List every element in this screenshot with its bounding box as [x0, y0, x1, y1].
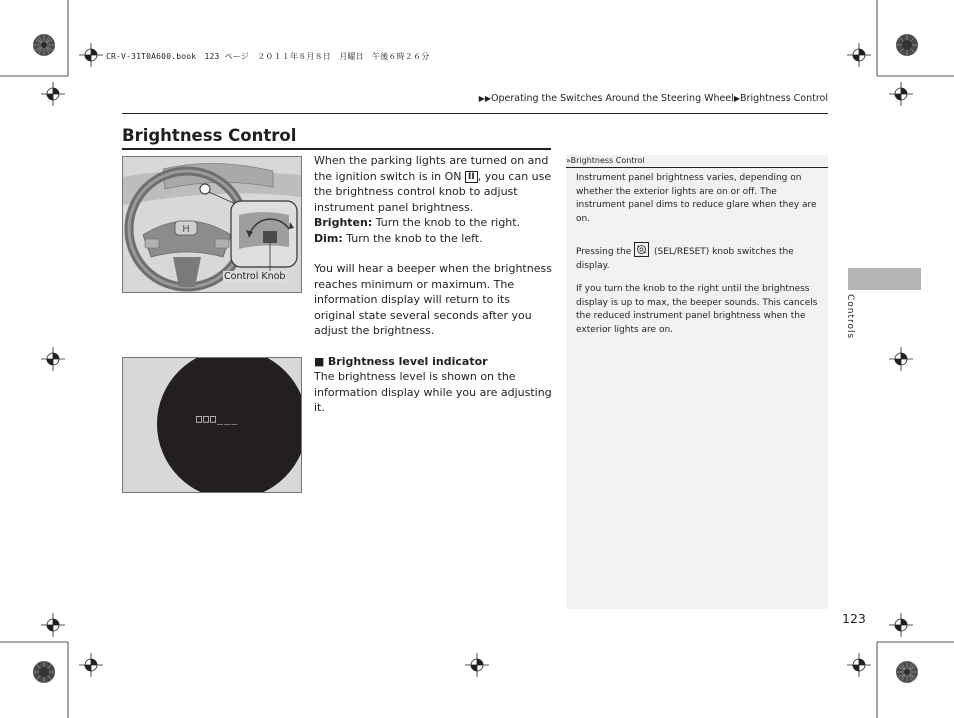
dim-text: Turn the knob to the left. [342, 231, 483, 245]
sidebar-paragraph-2-pre: Pressing the [576, 247, 635, 257]
main-intro [314, 153, 554, 247]
color-rosette-icon [32, 660, 56, 684]
breadcrumb-current: Brightness Control [740, 93, 828, 104]
steering-wheel-illustration [122, 156, 302, 293]
sidebar-marker-icon: » [566, 156, 571, 165]
registration-mark-icon [79, 653, 103, 677]
breadcrumb-section[interactable]: Operating the Switches Around the Steering Wheel [491, 93, 734, 104]
color-rosette-icon [895, 660, 919, 684]
page-number: 123 [842, 611, 866, 626]
sidebar-heading [566, 156, 645, 165]
brightness-indicator-illustration [122, 357, 302, 493]
registration-mark-icon [465, 653, 489, 677]
sel-reset-knob-icon [634, 242, 649, 257]
indicator-heading-text: Brightness level indicator [327, 355, 488, 368]
registration-mark-icon [41, 82, 65, 106]
ignition-on-key-icon: II [465, 171, 478, 183]
breadcrumb-marker: ▶▶ [478, 94, 491, 103]
brighten-label: Brighten: [314, 216, 373, 230]
dim-label: Dim: [314, 231, 343, 245]
registration-mark-icon [79, 43, 103, 67]
breadcrumb-separator: ▶ [733, 94, 741, 103]
registration-mark-icon [847, 653, 871, 677]
section-tab-label [843, 294, 867, 344]
registration-mark-icon [41, 347, 65, 371]
header-rule [122, 113, 828, 114]
brighten-text: Turn the knob to the right. [372, 216, 521, 230]
registration-mark-icon [889, 347, 913, 371]
sidebar-paragraph-2-post: (SEL/RESET) knob switches the display. [576, 247, 794, 271]
file-header: CR-V-31T0A600.book 123 ページ ２０１１年８月８日 月曜日 午後６時２６分 [106, 52, 430, 61]
page-title: Brightness Control [122, 126, 297, 145]
sidebar-heading-rule [566, 167, 828, 168]
sidebar-paragraph-1: Instrument panel brightness varies, depending on whether the exterior lights are on or off. The instrument panel dims to reduce glare when they are on. [576, 173, 817, 224]
section-tab[interactable] [848, 268, 921, 290]
brightness-level-display: □□□___ [196, 414, 239, 425]
intro-text: When the parking lights are turned on and the ignition switch is in ON [314, 154, 549, 183]
beeper-paragraph: You will hear a beeper when the brightness reaches minimum or maximum. The information display will return to its original state several seconds after you adjust the brightness. [314, 262, 552, 338]
registration-mark-icon [41, 613, 65, 637]
sidebar-paragraph-2 [576, 242, 820, 273]
registration-mark-icon [889, 82, 913, 106]
sidebar-paragraph-3: If you turn the knob to the right until the brightness display is up to max, the beeper sounds. This cancels the reduced instrument panel brightness when the exterior lights are on. [576, 284, 818, 335]
breadcrumb [479, 93, 828, 104]
indicator-paragraph: The brightness level is shown on the information display while you are adjusting it. [314, 370, 552, 415]
indicator-heading [314, 354, 554, 370]
color-rosette-icon [895, 33, 919, 57]
registration-mark-icon [847, 43, 871, 67]
color-rosette-icon [32, 33, 56, 57]
title-rule [122, 148, 551, 150]
registration-mark-icon [889, 613, 913, 637]
square-bullet-icon: ■ [314, 355, 325, 368]
intro-text-cont: , you can use the brightness control knob to adjust instrument panel brightness. [314, 169, 552, 214]
section-tab-label-text: Controls [845, 294, 855, 340]
sidebar-heading-text[interactable]: Brightness Control [570, 156, 645, 165]
control-knob-callout: Control Knob [224, 271, 286, 282]
svg-text:H: H [182, 224, 190, 235]
